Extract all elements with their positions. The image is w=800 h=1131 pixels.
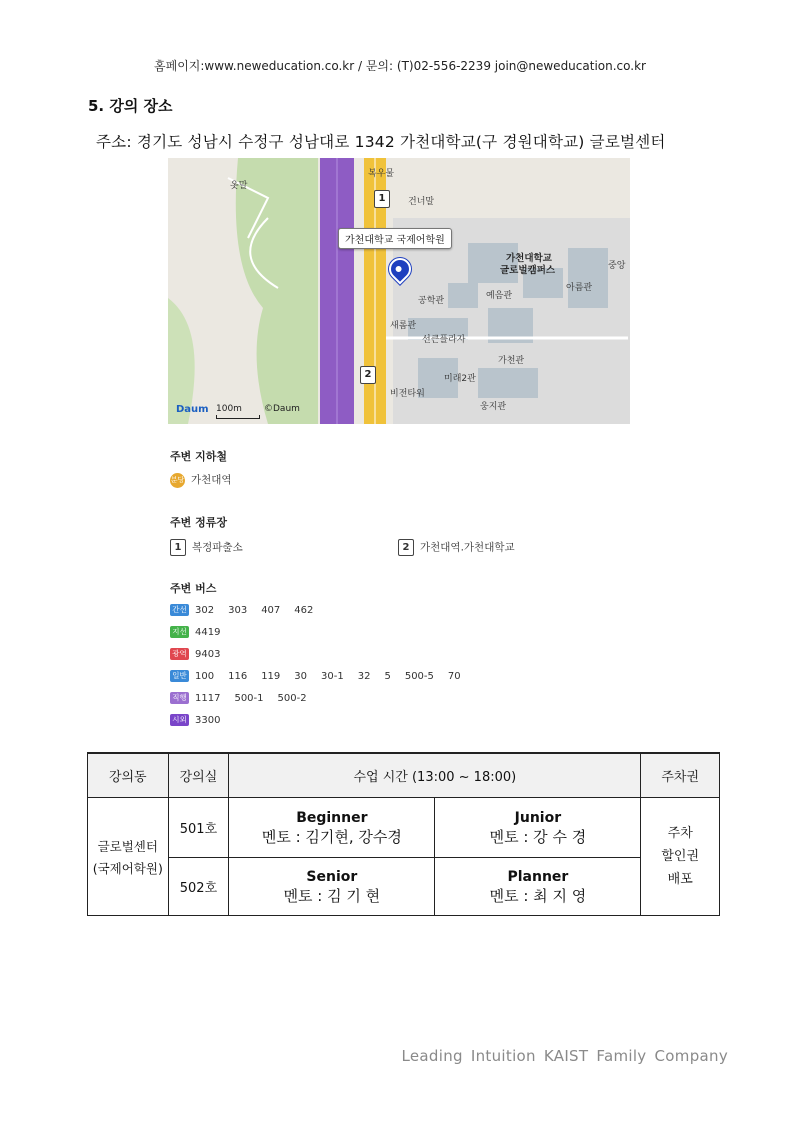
- bus-number[interactable]: 500-2: [277, 692, 307, 704]
- parking-line: 할인권: [661, 849, 700, 864]
- map-label: 비전타워: [390, 389, 425, 399]
- map-label: 예음관: [486, 291, 513, 301]
- subway-row: [170, 472, 232, 488]
- bus-number[interactable]: 303: [228, 604, 248, 616]
- parking-cell: [641, 798, 720, 916]
- subway-line-badge: 분당: [170, 473, 185, 488]
- course-mentor: 멘토 : 김 기 현: [283, 886, 381, 905]
- course-mentor: 멘토 : 강 수 경: [489, 827, 587, 846]
- map-label: 글로벌캠퍼스: [500, 265, 556, 276]
- subway-station[interactable]: 가천대역: [191, 474, 232, 486]
- header-parking: 주차권: [641, 753, 720, 798]
- map-graphic: [168, 158, 630, 424]
- header-class-time: 수업 시간 (13:00 ~ 18:00): [229, 753, 641, 798]
- building-subname: (국제어학원): [92, 860, 163, 876]
- location-map[interactable]: [168, 158, 630, 424]
- bus-row: [170, 670, 475, 682]
- address-line: 주소: 경기도 성남시 수정구 성남대로 1342 가천대학교(구 경원대학교) 글로벌센터: [96, 133, 666, 151]
- bus-row: [170, 648, 234, 660]
- bus-number[interactable]: 3300: [195, 714, 221, 726]
- parking-line: 주차: [667, 826, 693, 841]
- header-room: 강의실: [168, 753, 229, 798]
- bus-number[interactable]: 407: [261, 604, 281, 616]
- bus-number[interactable]: 500-1: [234, 692, 264, 704]
- course-mentor: 멘토 : 김기현, 강수경: [261, 827, 402, 846]
- stops-heading: 주변 정류장: [170, 516, 227, 529]
- map-scale-bar: [216, 415, 260, 419]
- bus-type-badge: 일반: [170, 670, 189, 682]
- bus-number[interactable]: 32: [357, 670, 371, 682]
- bus-row: [170, 626, 234, 638]
- stop-row[interactable]: [398, 539, 515, 556]
- course-cell: [229, 858, 435, 916]
- map-location-callout: 가천대학교 국제어학원: [338, 228, 452, 249]
- bus-number[interactable]: 116: [228, 670, 248, 682]
- parking-line: 배포: [667, 872, 693, 887]
- stop-name: 가천대역.가천대학교: [420, 541, 515, 554]
- map-label: 건너말: [408, 197, 435, 207]
- course-name: Beginner: [296, 809, 368, 826]
- map-label: 옷말: [230, 181, 248, 191]
- map-copyright: ©Daum: [264, 404, 300, 414]
- subway-heading: 주변 지하철: [170, 450, 227, 463]
- map-label: 미래2관: [444, 374, 476, 384]
- section-title: 5. 강의 장소: [88, 97, 173, 115]
- schedule-table: [87, 752, 720, 916]
- map-label: 선큰플라자: [422, 335, 466, 345]
- footer-tagline: Leading Intuition KAIST Family Company: [401, 1047, 728, 1065]
- header-building: 강의동: [88, 753, 169, 798]
- stop-row[interactable]: [170, 539, 243, 556]
- bus-number[interactable]: 500-5: [404, 670, 434, 682]
- bus-row: [170, 714, 234, 726]
- bus-number[interactable]: 462: [294, 604, 314, 616]
- bus-type-badge: 직행: [170, 692, 189, 704]
- map-label: 공학관: [418, 296, 445, 306]
- bus-stop-marker[interactable]: 2: [360, 366, 376, 384]
- map-label: 가천관: [498, 356, 525, 366]
- bus-type-badge: 지선: [170, 626, 189, 638]
- map-label: 중앙: [608, 261, 626, 271]
- course-cell: [435, 858, 641, 916]
- map-label: 웅지관: [480, 402, 507, 412]
- stop-number: 2: [398, 539, 414, 556]
- map-label: 가천대학교: [506, 253, 552, 264]
- bus-number[interactable]: 30-1: [321, 670, 344, 682]
- stop-name: 복정파출소: [192, 541, 243, 554]
- bus-number[interactable]: 4419: [195, 626, 221, 638]
- bus-number[interactable]: 70: [447, 670, 461, 682]
- bus-number[interactable]: 302: [195, 604, 215, 616]
- course-name: Senior: [306, 868, 358, 885]
- bus-number[interactable]: 1117: [195, 692, 221, 704]
- course-mentor: 멘토 : 최 지 영: [489, 886, 587, 905]
- map-provider-logo: Daum: [176, 404, 209, 415]
- bus-number[interactable]: 119: [261, 670, 281, 682]
- bus-type-badge: 간선: [170, 604, 189, 616]
- bus-stop-marker[interactable]: 1: [374, 190, 390, 208]
- page-header: 홈페이지:www.neweducation.co.kr / 문의: (T)02-556-2239 join@neweducation.co.kr: [154, 59, 646, 73]
- map-label: 아름관: [566, 283, 593, 293]
- room-cell: 501호: [168, 798, 229, 858]
- bus-row: [170, 692, 321, 704]
- bus-number[interactable]: 9403: [195, 648, 221, 660]
- map-label: 복우물: [368, 169, 395, 179]
- building-cell: [88, 798, 169, 916]
- bus-number[interactable]: 100: [195, 670, 215, 682]
- course-name: Planner: [507, 868, 569, 885]
- building-name: 글로벌센터: [97, 838, 158, 854]
- course-cell: [435, 798, 641, 858]
- bus-type-badge: 광역: [170, 648, 189, 660]
- bus-type-badge: 시외: [170, 714, 189, 726]
- stop-number: 1: [170, 539, 186, 556]
- bus-number[interactable]: 5: [384, 670, 391, 682]
- map-scale-label: 100m: [216, 404, 242, 414]
- bus-row: [170, 604, 327, 616]
- bus-number[interactable]: 30: [294, 670, 308, 682]
- course-name: Junior: [514, 809, 562, 826]
- bus-heading: 주변 버스: [170, 582, 217, 595]
- course-cell: [229, 798, 435, 858]
- room-cell: 502호: [168, 858, 229, 916]
- map-label: 새롬관: [390, 321, 417, 331]
